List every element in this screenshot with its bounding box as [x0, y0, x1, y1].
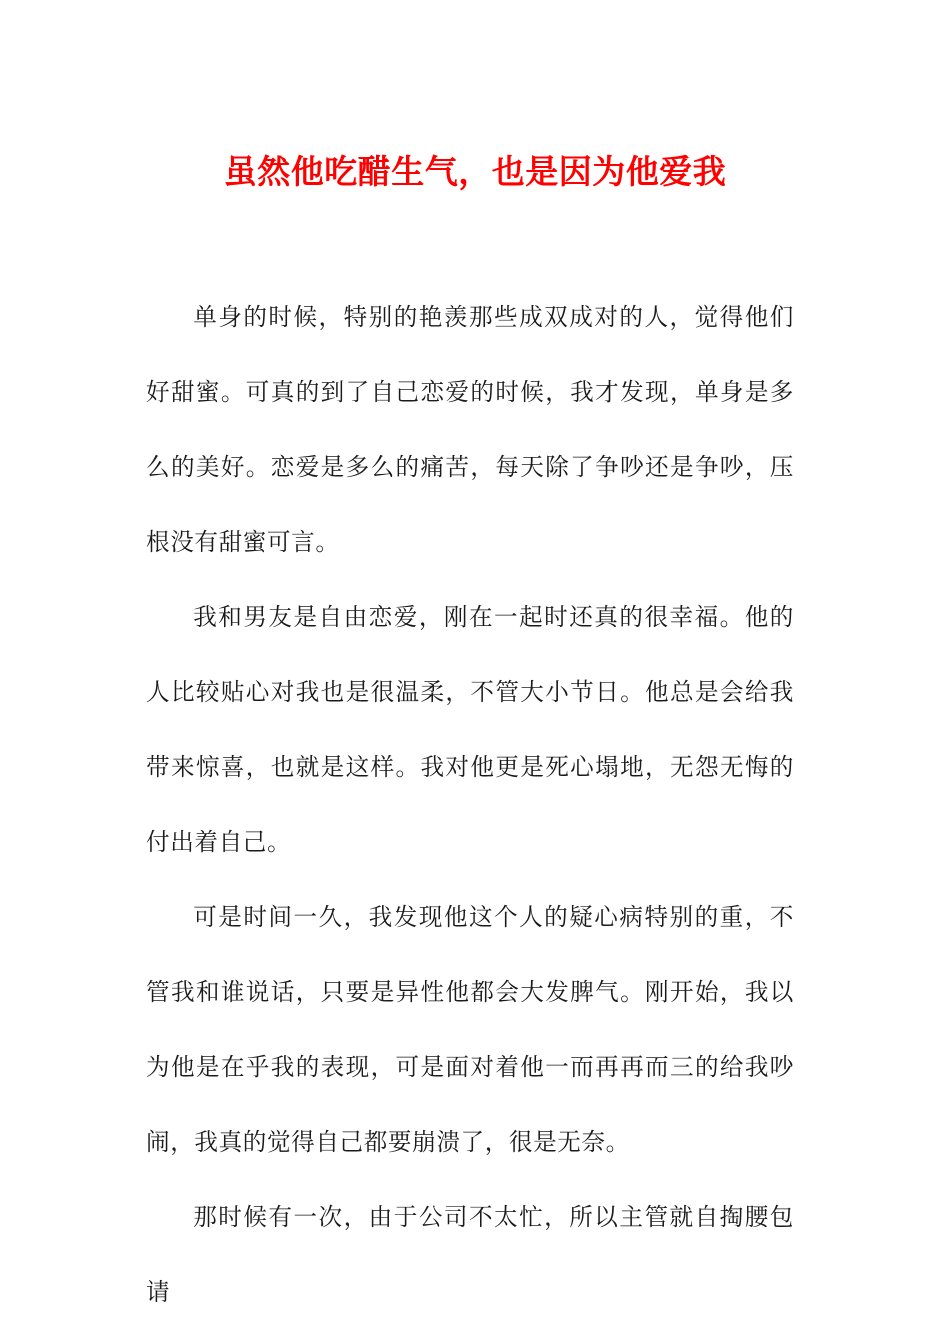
paragraph-1: 单身的时候，特别的艳羡那些成双成对的人，觉得他们好甜蜜。可真的到了自己恋爱的时候，我才发现，单身是多么的美好。恋爱是多么的痛苦，每天除了争吵还是争吵，压根没有甜蜜可言。	[146, 303, 794, 556]
paragraph-3: 可是时间一久，我发现他这个人的疑心病特别的重，不管我和谁说话，只要是异性他都会大发脾气。刚开始，我以为他是在乎我的表现，可是面对着他一而再再而三的给我吵闹，我真的觉得自己都要崩溃了，很是无奈。	[146, 903, 794, 1156]
document-body	[146, 280, 794, 1330]
paragraph-4: 那时候有一次，由于公司不太忙，所以主管就自掏腰包请	[146, 1203, 794, 1306]
document-title: 虽然他吃醋生气，也是因为他爱我	[223, 152, 727, 191]
paragraph-2: 我和男友是自由恋爱，刚在一起时还真的很幸福。他的人比较贴心对我也是很温柔，不管大小节日。他总是会给我带来惊喜，也就是这样。我对他更是死心塌地，无怨无悔的付出着自己。	[146, 603, 794, 856]
